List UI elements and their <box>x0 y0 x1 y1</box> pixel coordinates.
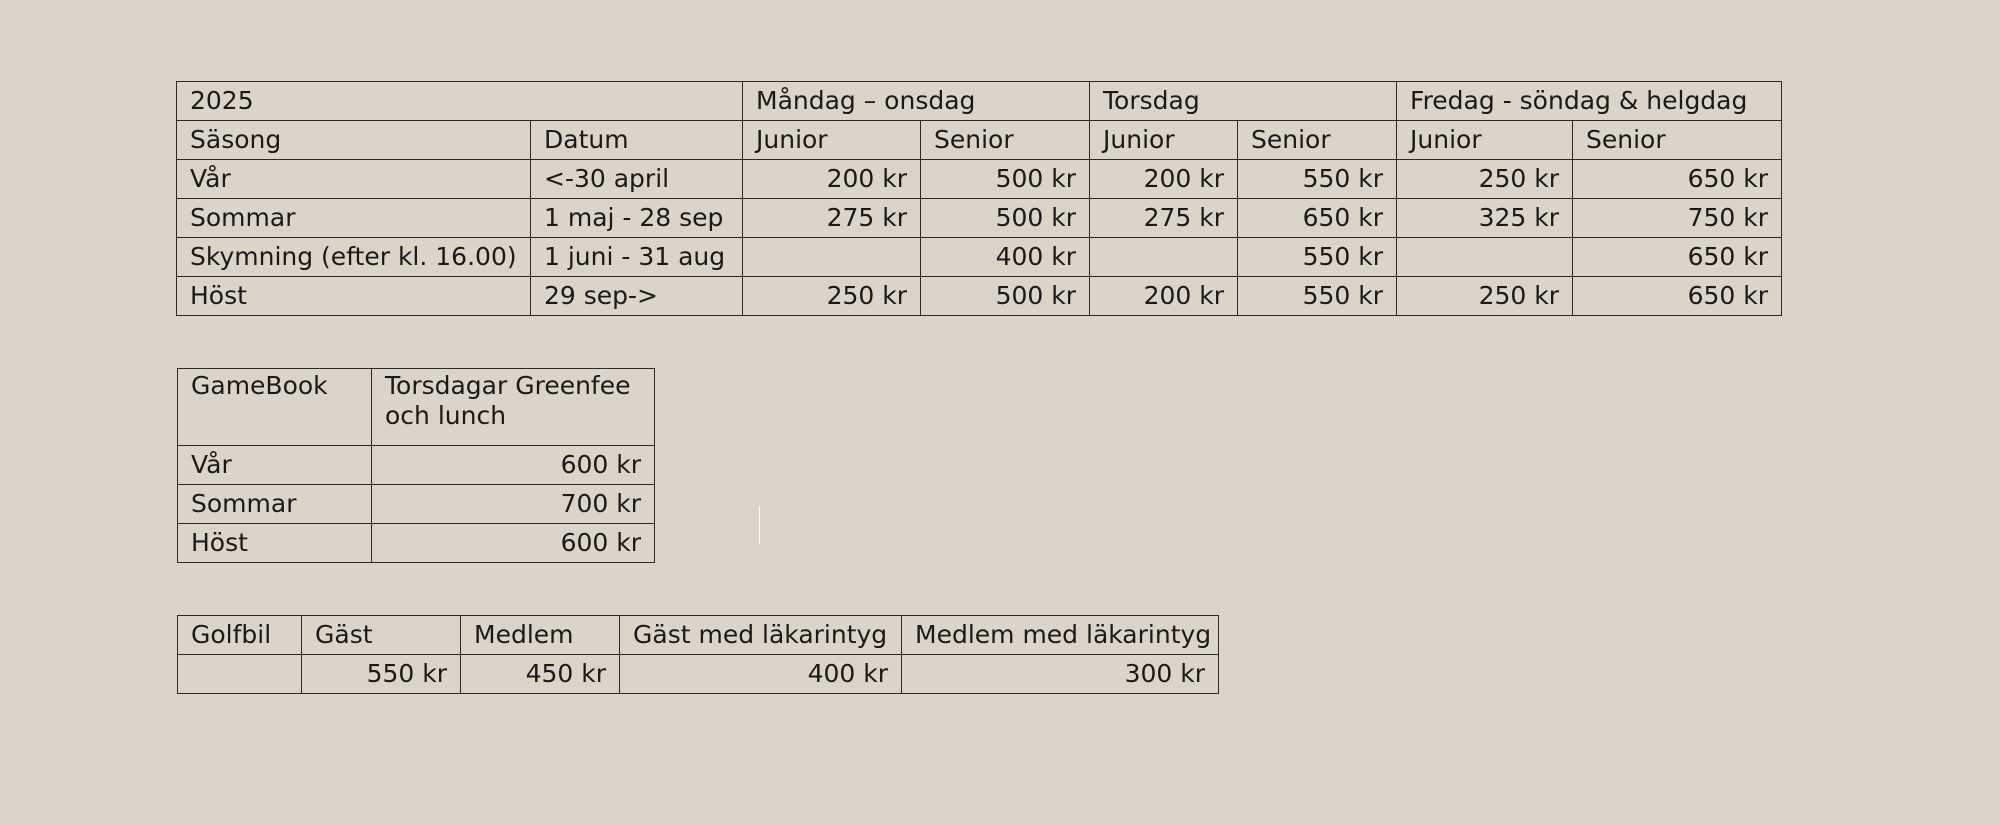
price-cell: 400 kr <box>921 238 1090 277</box>
fri-sun-junior-header: Junior <box>1397 121 1573 160</box>
season-cell: Höst <box>177 277 531 316</box>
thursday-senior-header: Senior <box>1238 121 1397 160</box>
price-cell: 600 kr <box>372 524 655 563</box>
price-cell: 400 kr <box>620 655 902 694</box>
table-row <box>177 160 1782 199</box>
gamebook-header: GameBook <box>178 369 372 446</box>
season-cell: Sommar <box>178 485 372 524</box>
date-cell: 1 maj - 28 sep <box>531 199 743 238</box>
fri-sun-senior-header: Senior <box>1573 121 1782 160</box>
table-row <box>178 485 655 524</box>
text-cursor <box>759 506 760 544</box>
season-header: Säsong <box>177 121 531 160</box>
golfbil-table <box>177 615 1219 694</box>
table-row <box>178 446 655 485</box>
price-cell: 250 kr <box>743 277 921 316</box>
date-header: Datum <box>531 121 743 160</box>
price-cell <box>743 238 921 277</box>
price-cell: 250 kr <box>1397 160 1573 199</box>
gamebook-table <box>177 368 655 563</box>
year-cell: 2025 <box>177 82 743 121</box>
season-cell: Höst <box>178 524 372 563</box>
price-header-row-1 <box>177 82 1782 121</box>
date-cell: 29 sep-> <box>531 277 743 316</box>
price-cell: 550 kr <box>1238 277 1397 316</box>
table-row <box>178 524 655 563</box>
golfbil-header: Golfbil <box>178 616 302 655</box>
group-header-fri-sun-holiday: Fredag - söndag & helgdag <box>1397 82 1782 121</box>
date-cell: <-30 april <box>531 160 743 199</box>
price-cell: 275 kr <box>1090 199 1238 238</box>
price-cell: 700 kr <box>372 485 655 524</box>
table-row <box>177 277 1782 316</box>
season-cell: Skymning (efter kl. 16.00) <box>177 238 531 277</box>
price-cell: 300 kr <box>902 655 1219 694</box>
date-cell: 1 juni - 31 aug <box>531 238 743 277</box>
group-header-thursday: Torsdag <box>1090 82 1397 121</box>
price-cell: 200 kr <box>1090 160 1238 199</box>
thursday-greenfee-lunch-header: Torsdagar Greenfee och lunch <box>372 369 655 446</box>
price-cell: 500 kr <box>921 199 1090 238</box>
mon-wed-junior-header: Junior <box>743 121 921 160</box>
group-header-mon-wed: Måndag – onsdag <box>743 82 1090 121</box>
price-cell: 650 kr <box>1573 238 1782 277</box>
table-row <box>177 238 1782 277</box>
season-cell: Vår <box>178 446 372 485</box>
table-row <box>178 655 1219 694</box>
thursday-junior-header: Junior <box>1090 121 1238 160</box>
golfbil-header-row <box>178 616 1219 655</box>
price-cell: 550 kr <box>1238 160 1397 199</box>
price-cell: 550 kr <box>1238 238 1397 277</box>
price-cell <box>1090 238 1238 277</box>
price-cell: 650 kr <box>1573 160 1782 199</box>
price-table <box>176 81 1782 316</box>
season-cell: Vår <box>177 160 531 199</box>
price-cell: 650 kr <box>1573 277 1782 316</box>
member-medical-cert-header: Medlem med läkarintyg <box>902 616 1219 655</box>
price-cell: 500 kr <box>921 160 1090 199</box>
season-cell: Sommar <box>177 199 531 238</box>
price-cell: 500 kr <box>921 277 1090 316</box>
guest-medical-cert-header: Gäst med läkarintyg <box>620 616 902 655</box>
member-header: Medlem <box>461 616 620 655</box>
price-cell: 250 kr <box>1397 277 1573 316</box>
mon-wed-senior-header: Senior <box>921 121 1090 160</box>
price-cell: 450 kr <box>461 655 620 694</box>
price-cell: 750 kr <box>1573 199 1782 238</box>
price-cell <box>1397 238 1573 277</box>
price-cell: 275 kr <box>743 199 921 238</box>
price-cell: 600 kr <box>372 446 655 485</box>
golfbil-empty-cell <box>178 655 302 694</box>
price-cell: 650 kr <box>1238 199 1397 238</box>
guest-header: Gäst <box>302 616 461 655</box>
price-cell: 200 kr <box>743 160 921 199</box>
price-header-row-2 <box>177 121 1782 160</box>
price-cell: 325 kr <box>1397 199 1573 238</box>
table-row <box>177 199 1782 238</box>
gamebook-header-row <box>178 369 655 446</box>
price-cell: 200 kr <box>1090 277 1238 316</box>
price-cell: 550 kr <box>302 655 461 694</box>
